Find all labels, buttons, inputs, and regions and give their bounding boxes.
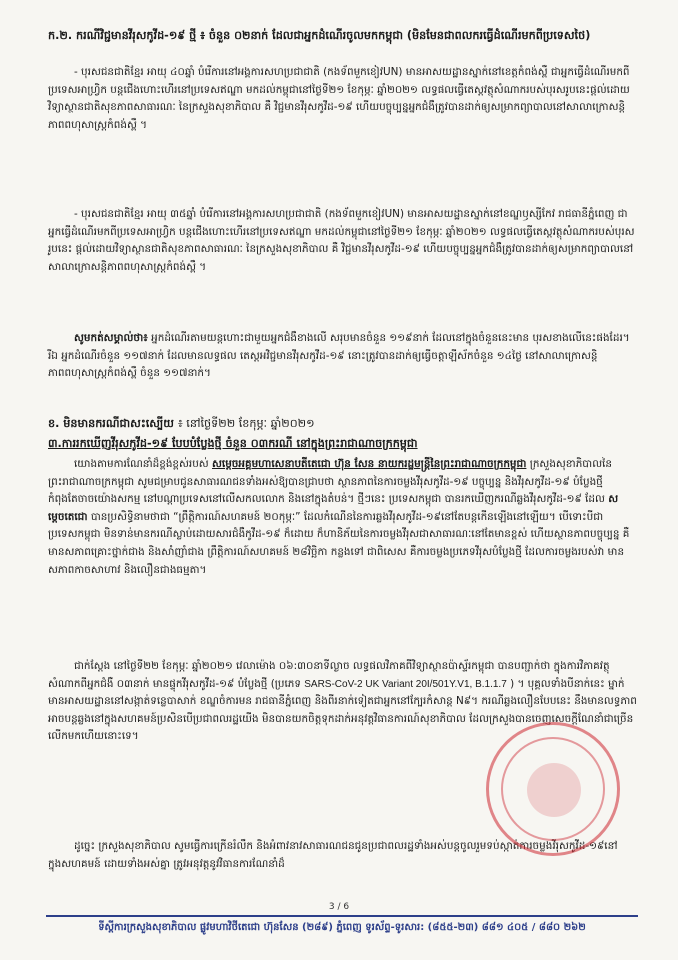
heading-recovery (48, 414, 638, 433)
heading-variant: ៣.ការរកឃើញវីរុសកូវីដ-១៩ បែបបំប្លែងថ្មី ចំនួន ០៣ករណី នៅក្នុងព្រះរាជាណាចក្រកម្ពុជា (48, 437, 418, 450)
heading-k2: ក.២. ករណីវិជ្ជមានវីរុសកូវីដ-១៩ ថ្មី ៖ ចំនួន ០២នាក់ ដែលជាអ្នកដំណើរចូលមកកម្ពុជា (មិនមែនជាពលករធ្វើដំណើរមកពីប្រទេសថៃ) (48, 29, 591, 42)
recovery-date: ៖ នៅថ្ងៃទី២២ ខែកុម្ភៈ ឆ្នាំ២០២១ (177, 417, 315, 430)
seal-core (527, 763, 581, 817)
p3-body: ក្រសួងសុខាភិបាលនៃព្រះរាជាណាចក្រកម្ពុជា សូមជម្រាបជូនសាធារណជនទាំងអស់ឱ្យបានជ្រាបថា ស្ថានភាពនៃការចម្លងវីរុសកូវីដ-១៩ បច្ចុប្បន្ន និងវីរុសកូវីដ-១៩ បំប្លែងថ្មី កំពុងតែចាចយ៉ោងសកម្ម នៅបណ្តាប្រទេសនៅលើសកលលោក និងនៅក្នុងតំបន់។ ថ្មីៗនេះ ប្រទេសកម្ពុជា បានរកឃើញករណីឆ្លងវីរុសកូវីដ-១៩ ដែល (48, 458, 612, 506)
pm-name: សម្តេចអគ្គមហាសេនាបតីតេជោ ហ៊ុន សែន នាយករដ្ឋមន្ត្រីនៃព្រះរាជាណាចក្រកម្ពុជា (212, 458, 527, 470)
footer-address: ទីស្តីការក្រសួងសុខាភិបាល ផ្លូវមហាវិថីតេជោ ហ៊ុនសែន (២៨៩) ភ្នំពេញ ទូរស័ព្ទ-ទូរសារ: (៨៥៥-២៣) ៨៨១ ៤០៥ / ៨៨០ ២៦២ (98, 922, 586, 933)
variant-paragraph-3: ដូច្នេះ ក្រសួងសុខាភិបាល សូមធ្វើការក្រើនរំលឹក និងអំពាវនាវសាធារណជនជូនប្រជាពលរដ្ឋទាំងអស់បន្តចូលរួមទប់ស្កាត់ការចម្លងវីរុសកូវីដ-១៩នៅក្នុងសហគមន៍ ដោយទាំងអស់គ្នា ត្រូវអនុវត្តនូវវិធានការណែនាំដ៏ (48, 840, 618, 870)
page-number: 3 / 6 (328, 902, 350, 912)
p3-2-text: ជាក់ស្តែង នៅថ្ងៃទី២២ ខែកុម្ភៈ ឆ្នាំ២០២១ វេលាម៉ោង ០៦:៣០នាទីល្ងាច លទ្ធផលវិភាគពីវិទ្យាស្ថានប៉ាស្ទ័រកម្ពុជា បានបញ្ជាក់ថា ក្នុងការវិភាគវត្ថុសំណាកពីអ្នកជំងឺ ០៣នាក់ មានផ្ទុកវីរុសកូវីដ-១៩ បំប្លែងថ្មី (ប្រភេទ (48, 660, 610, 690)
footer-divider (46, 915, 638, 917)
variant-code: SARS-CoV-2 UK Variant 20I/501Y.V1, B.1.1.7 (304, 678, 507, 690)
case-1-paragraph: - បុរសជនជាតិខ្មែរ អាយុ ៤០ឆ្នាំ បំរើការនៅអង្គការសហប្រជាជាតិ (កងទ័ពមួកខៀវUN) មានអាសយដ្ឋានស្នាក់នៅខេត្តកំពង់ស្ពឺ ជាអ្នកធ្វើដំណើរមកពីប្រទេសអាហ្វ្រិក បន្តជើងហោះហើរនៅប្រទេសឥណ្ឌា មកដល់កម្ពុជានៅថ្ងៃទី២១ ខែកុម្ភៈ ឆ្នាំ២០២១ លទ្ធផលធ្វើតេស្តវត្ថុសំណាករបស់បុរសរូបនេះផ្តល់ដោយវិទ្យាស្ថានជាតិសុខភាពសាធារណៈ នៃក្រសួងសុខាភិបាល គឺ វិជ្ជមានវីរុសកូវីដ-១៩ ហើយបច្ចុប្បន្នអ្នកជំងឺត្រូវបានដាក់ឲ្យសម្រាកព្យាបាលនៅសាលាក្រោសន្តិភាពពហុសាស្ត្រកំពង់ស្ពឺ ។ (48, 66, 630, 131)
case-2-paragraph: - បុរសជនជាតិខ្មែរ អាយុ ៣៥ឆ្នាំ បំរើការនៅអង្គការសហប្រជាជាតិ (កងទ័ពមួកខៀវUN) មានអាសយដ្ឋានស្នាក់នៅខណ្ឌឫស្សីកែវ រាជធានីភ្នំពេញ ជាអ្នកធ្វើដំណើរមកពីប្រទេសអាហ្វ្រិក បន្តជើងហោះហើរនៅប្រទេសឥណ្ឌា មកដល់កម្ពុជានៅថ្ងៃទី២១ ខែកុម្ភៈ ឆ្នាំ២០២១ លទ្ធផលធ្វើតេស្តវត្ថុសំណាករបស់បុរសរូបនេះ ផ្តល់ដោយវិទ្យាស្ថានជាតិសុខភាពសាធារណៈ នៃក្រសួងសុខាភិបាល គឺ វិជ្ជមានវីរុសកូវីដ-១៩ ហើយបច្ចុប្បន្នអ្នកជំងឺត្រូវបានដាក់ឲ្យសម្រាកព្យាបាលនៅ សាលាក្រោសន្តិភាពពហុសាស្ត្រកំពង់ស្ពឺ ។ (48, 208, 635, 273)
p3-body-cont: បានប្រសិទ្ធិនាមថាជា “ព្រឹត្តិការណ៍សហគមន៍ ២០កុម្ភៈ” ដែលកំណើននៃការឆ្លងវីរុសកូវីដ-១៩នៅតែបន្តកើនឡើងនៅឡើយ។ បើទោះបីជាប្រទេសកម្ពុជា មិនទាន់មានករណីស្លាប់ដោយសារជំងឺកូវីដ-១៩ ក៏ដោយ ក៏ហានិភ័យនៃការចម្លងវីរុសជាសាធារណៈនៅតែមានខ្ពស់ ហើយស្ថានភាពបច្ចុប្បន្ន គឺមានសភាពគ្រោះថ្នាក់ជាង និងសាំញាំជាង ព្រឹត្តិការណ៍សហគមន៍ ២៨វិច្ឆិកា កន្លងទៅ ជាពិសេស គឺការចម្លងប្រភេទវីរុសបំប្លែងថ្មី ដែលការចម្លងរបស់វា មានសភាពកាចសាហាវ និងលឿនជាងធម្មតា។ (48, 510, 630, 576)
official-seal (486, 722, 620, 856)
p3-2-cont: ) ។ បុគ្គលទាំងបីនាក់នេះ ម្នាក់មានអាសយដ្ឋាននៅសង្កាត់ទន្លេបាសាក់ ខណ្ឌចំការមន រាជធានីភ្នំពេញ និងពីរនាក់ទៀតជាអ្នកនៅក្បែរកំសាន្ត N៩។ ករណីឆ្លងលឿនបែបនេះ នឹងមានលទ្ធភាពអាចបន្តឆ្លងនៅក្នុងសហគមន៍ប្រសិនបើប្រជាពលរដ្ឋយើង មិនបានយកចិត្តទុកដាក់អនុវត្តវិធានការណ៍សុខាភិបាល ដែលក្រសួងបានចេញសេចក្តីណែនាំជាច្រើនលើកមកហើយនោះទេ។ (48, 677, 637, 743)
note-text: អ្នកដំណើរតាមយន្តហោះជាមួយអ្នកជំងឺខាងលើ សរុបមានចំនួន ១១៩នាក់ ដែលនៅក្នុងចំនួននេះមាន បុរសខាងលើនេះផងដែរ។ រីឯ អ្នកដំណើរចំនួន ១១៧នាក់ ដែលមានលទ្ធផល តេស្តអវិជ្ជមានវីរុសកូវីដ-១៩ នោះត្រូវបានដាក់ឲ្យធ្វើចត្តាឡីស័កចំនួន ១៤ថ្ងៃ នៅសាលាក្រោសន្តិភាពពហុសាស្ត្រកំពង់ស្ពឺ ចំនួន ១១៧នាក់។ (48, 332, 630, 380)
p3-intro: យោងតាមការណែនាំដ៏ខ្ពង់ខ្ពស់របស់ (74, 458, 209, 470)
pm-short-name: សម្តេចតេជោ (48, 493, 619, 523)
note-paragraph (48, 330, 638, 383)
variant-paragraph-1 (48, 456, 638, 579)
recovery-label: ខ. មិនមានករណីជាសះស្បើយ (48, 417, 174, 430)
note-label: សូមកត់សម្គាល់ថា៖ (74, 332, 148, 344)
